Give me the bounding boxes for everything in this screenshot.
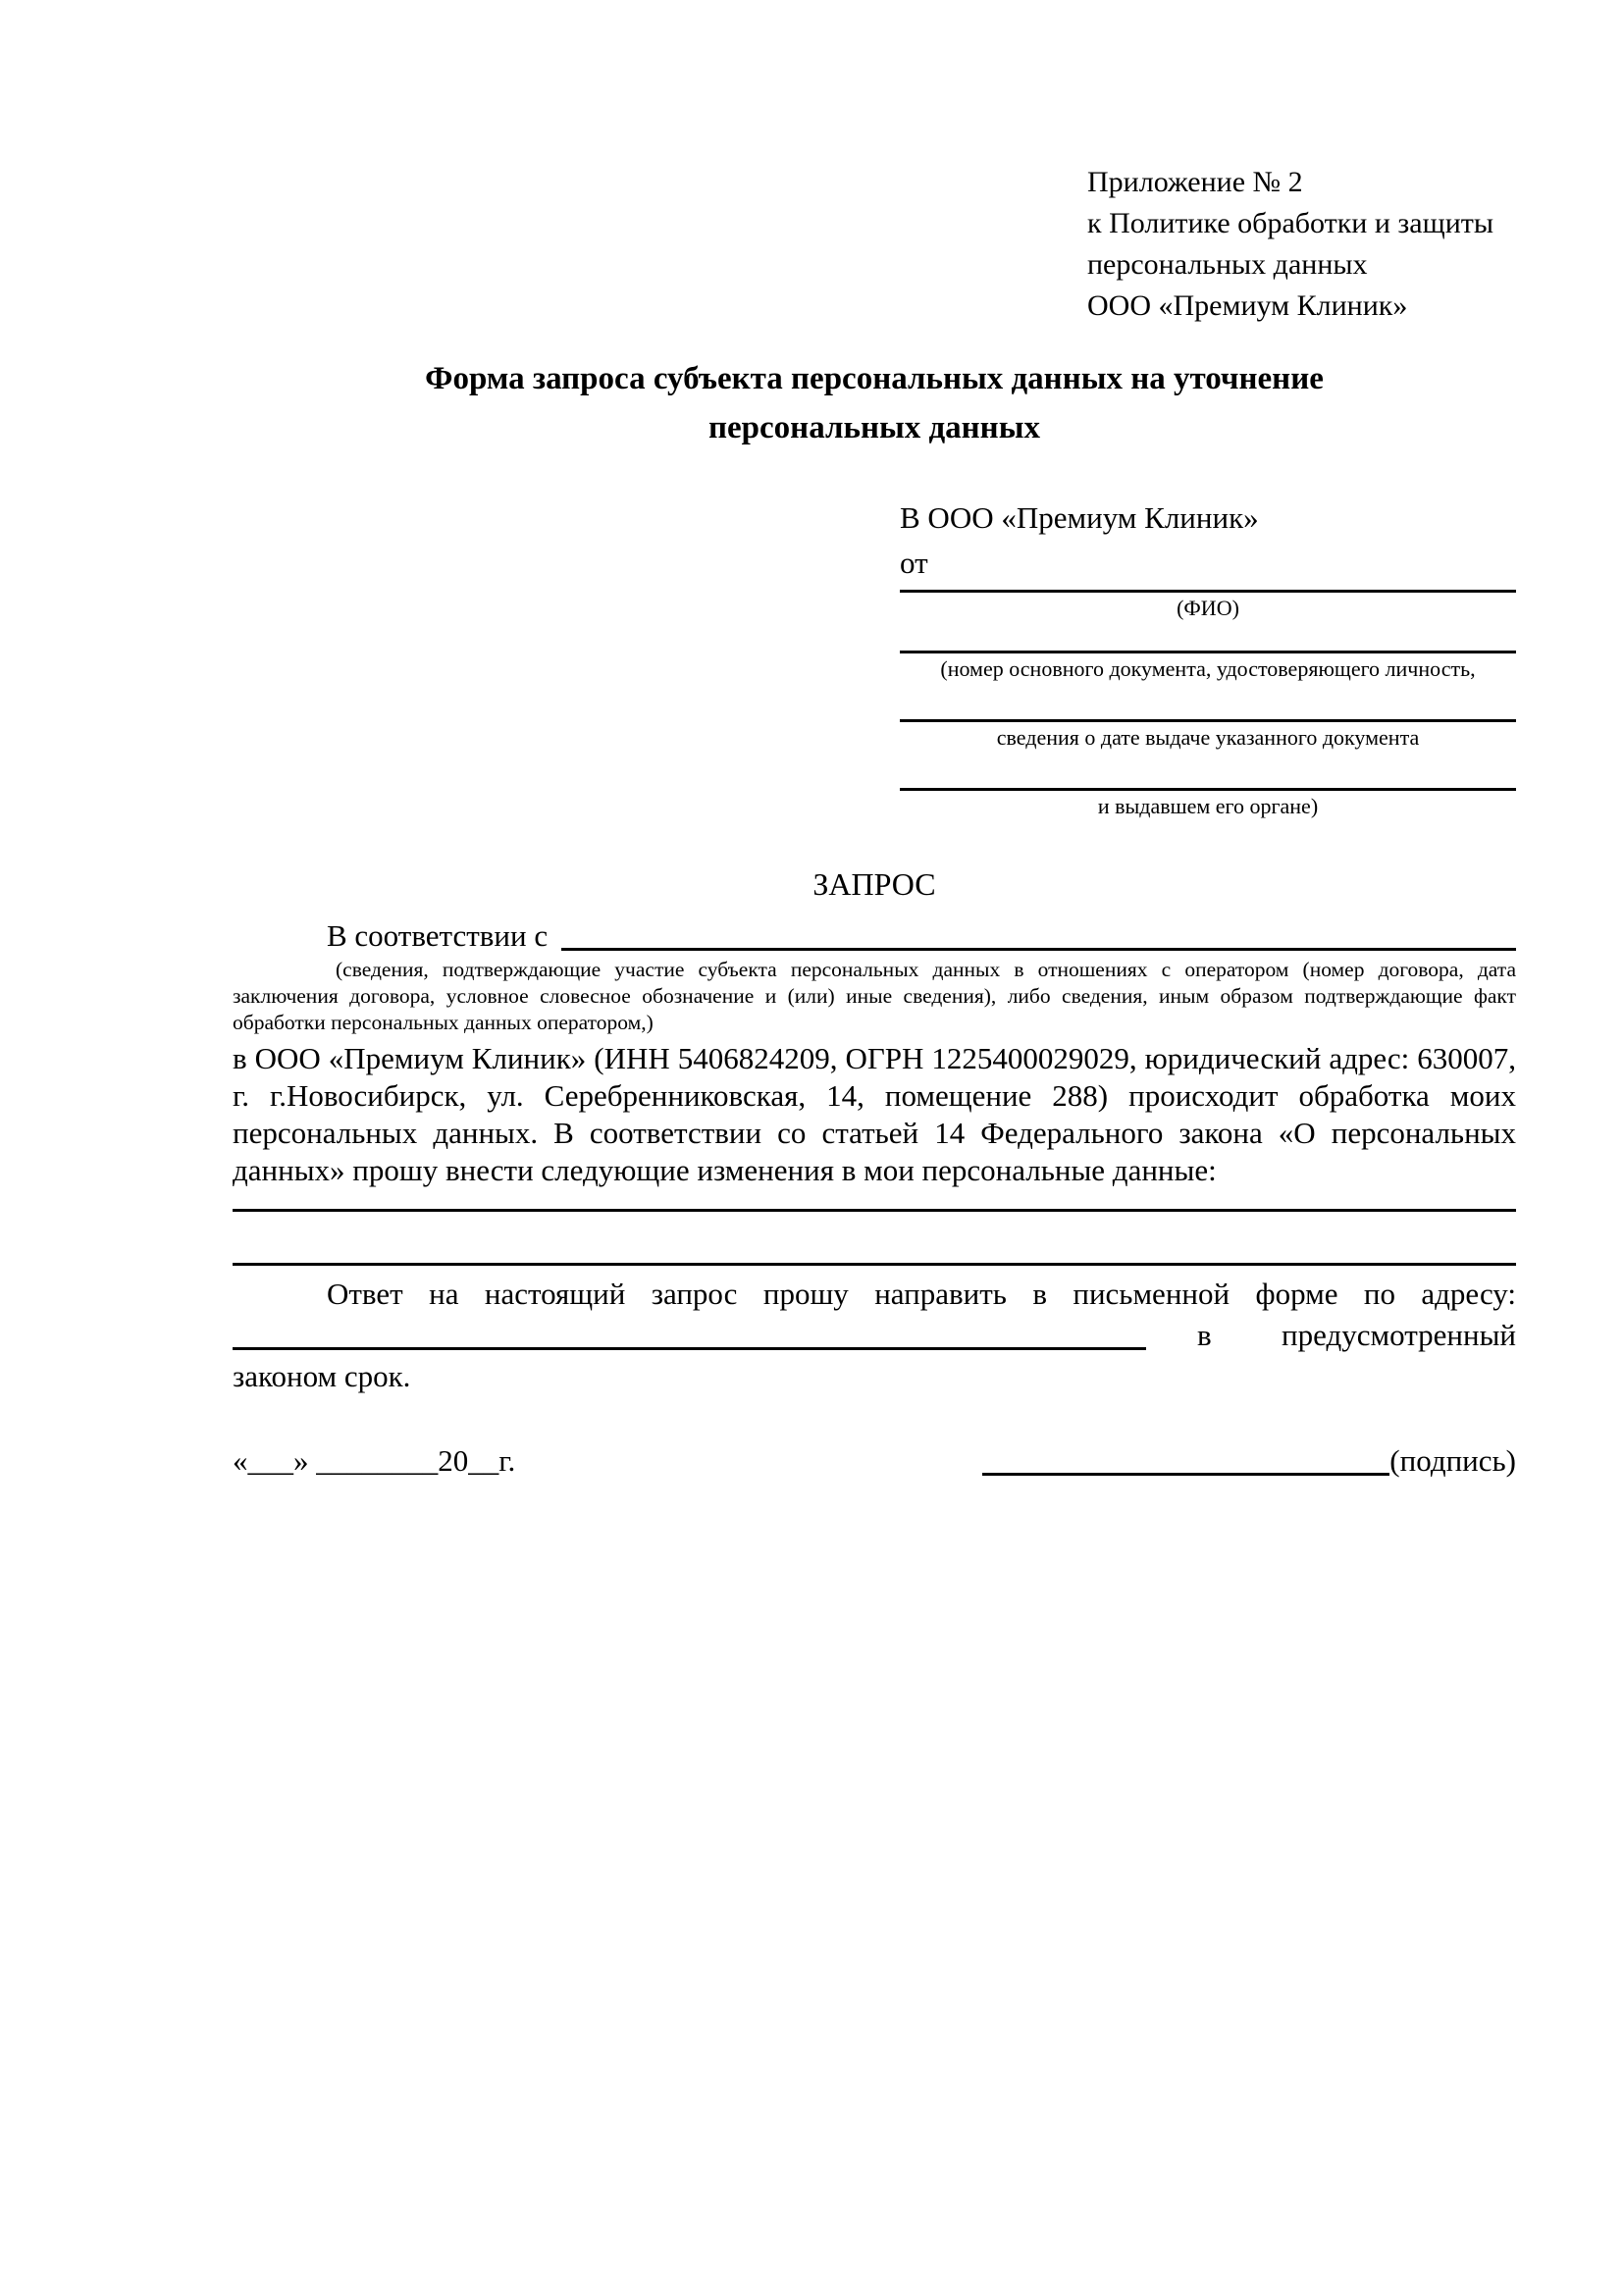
field-caption: сведения о дате выдаче указанного документа <box>996 725 1420 750</box>
recipient-from-label: от <box>900 546 928 580</box>
intro-line <box>233 915 1516 957</box>
recipient-field-document-number <box>900 651 1516 682</box>
footnote: (сведения, подтверждающие участие субъекта персональных данных в отношениях с оператором (номер договора, дата заключения договора, условное словесное обозначение и (или) иные сведения), либо сведения, иным образом подтверждающие факт обработки персональных данных оператором,) <box>233 958 1516 1034</box>
recipient-field-fio <box>900 590 1516 621</box>
body-paragraph: в ООО «Премиум Клиник» (ИНН 5406824209, ОГРН 1225400029029, юридический адрес: 630007, г. г.Новосибирск, ул. Серебренниковская, 14, помещение 288) происходит обработка моих персональных данных. В соответствии со статьей 14 Федерального закона «О персональных данных» прошу внести следующие изменения в мои персональные данные: <box>233 1041 1516 1187</box>
appendix-line: ООО «Премиум Клиник» <box>1087 289 1408 322</box>
reply-address-line <box>233 1315 1516 1356</box>
date-line: «___» ________20__г. <box>233 1443 516 1478</box>
field-caption: (ФИО) <box>1177 596 1239 620</box>
reply-word: в <box>1197 1318 1212 1352</box>
reply-tail: законом срок. <box>233 1359 411 1393</box>
write-in-line-2 <box>233 1212 1516 1266</box>
recipient-field-issue-date <box>900 719 1516 751</box>
signature-caption: (подпись) <box>1389 1443 1516 1478</box>
request-heading: ЗАПРОС <box>812 866 936 902</box>
appendix-line: персональных данных <box>1087 248 1368 281</box>
signature-area <box>982 1440 1516 1482</box>
appendix-line: к Политике обработки и защиты <box>1087 207 1494 239</box>
recipient-field-issuing-authority <box>900 788 1516 819</box>
appendix-block <box>1087 162 1516 327</box>
reply-sentence-start: Ответ на настоящий запрос прошу направить в письменной форме по адресу: <box>327 1277 1516 1311</box>
reply-blank-line <box>233 1347 1146 1350</box>
form-title: Форма запроса субъекта персональных данных на уточнение персональных данных <box>425 361 1324 445</box>
signature-line <box>982 1473 1389 1476</box>
signature-row <box>233 1440 1516 1482</box>
recipient-to: В ООО «Премиум Клиник» <box>900 500 1259 535</box>
intro-blank-line <box>561 948 1516 951</box>
intro-text: В соответствии с <box>327 918 549 953</box>
reply-word: предусмотренный <box>1282 1318 1516 1352</box>
appendix-line: Приложение № 2 <box>1087 166 1303 198</box>
field-caption: (номер основного документа, удостоверяющего личность, <box>940 656 1476 681</box>
write-in-line-1 <box>233 1189 1516 1212</box>
field-caption: и выдавшем его органе) <box>1097 794 1319 818</box>
recipient-block <box>900 497 1516 819</box>
